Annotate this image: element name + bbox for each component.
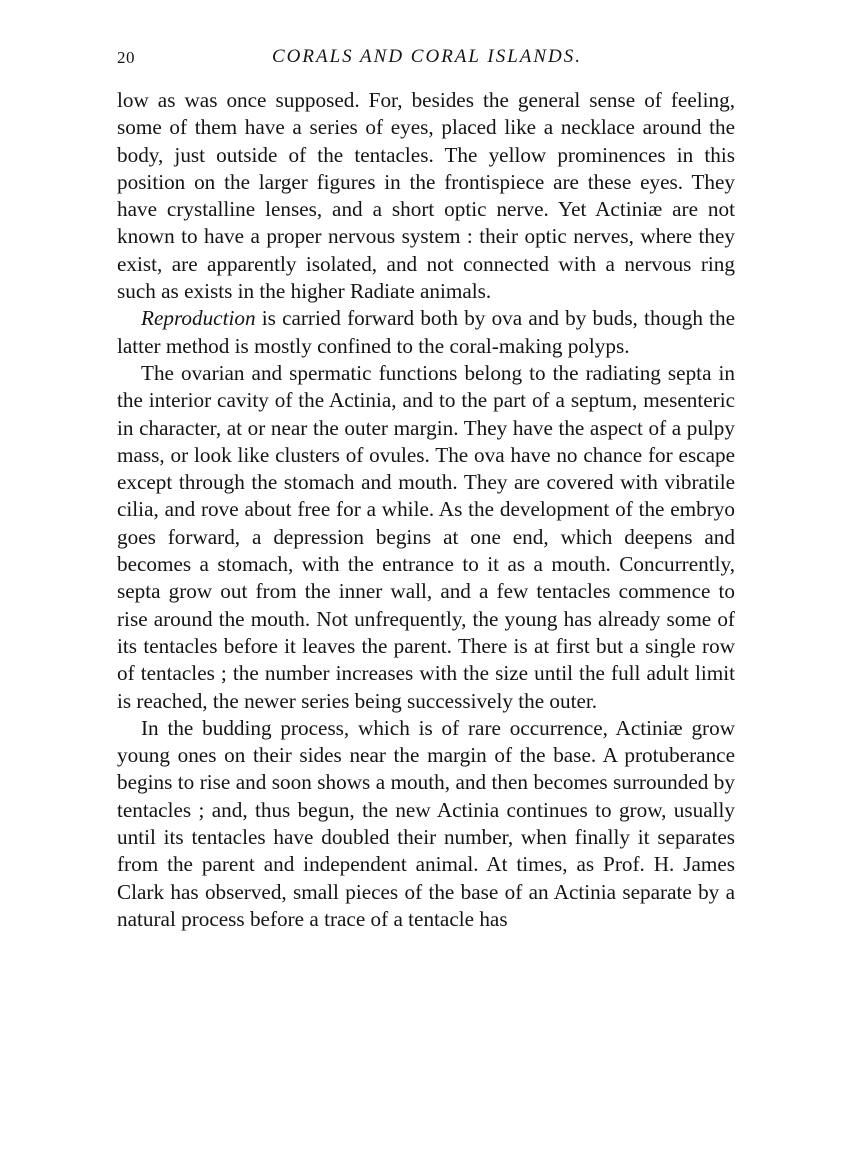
paragraph-text: low as was once supposed. For, besides the general sense of feeling, some of them have a series of eyes, placed like a necklace around the body, just outside of the tentacles. The yellow prominences in this position on the larger figures in the frontispiece are these eyes. They have crystalline lenses, and a short optic nerve. Yet Actiniæ are not known to have a proper nervous system : their optic nerves, where they exist, are apparently isolated, and not connected with a nervous ring such as exists in the higher Radiate animals. [117,88,735,304]
paragraph-budding-process [117,715,735,933]
page-number: 20 [117,48,135,67]
paragraph-text: In the budding process, which is of rare occurrence, Actiniæ grow young ones on their sides near the margin of the base. A protuberance begins to rise and soon shows a mouth, and then becomes surrounded by tentacles ; and, thus begun, the new Actinia continues to grow, usually until its tentacles have doubled their number, when finally it separates from the parent and independent animal. At times, as Prof. H. James Clark has observed, small pieces of the base of an Actinia separate by a natural process before a trace of a tentacle has [117,715,735,931]
paragraph-text: is carried forward both by ova and by buds, though the latter method is mostly confined to the coral-making polyps. [117,306,735,358]
paragraph-lead-italic: Reproduction [141,306,256,331]
paragraph-reproduction [117,305,735,360]
paragraph-eyes [117,87,735,305]
body-text [117,87,735,933]
running-head [117,44,737,74]
paragraph-text: The ovarian and spermatic functions belong to the radiating septa in the interior cavity of the Actinia, and to the part of a septum, mesenteric in character, at or near the outer margin. They have the aspect of a pulpy mass, or look like clusters of ovules. The ova have no chance for escape except through the stomach and mouth. They are covered with vibratile cilia, and rove about free for a while. As the development of the embryo goes forward, a depression begins at one end, which deepens and becomes a stomach, with the entrance to it as a mouth. Concurrently, septa grow out from the inner wall, and a few tentacles commence to rise around the mouth. Not unfrequently, the young has already some of its tentacles before it leaves the parent. There is at first but a single row of tentacles ; the number increases with the size until the full adult limit is reached, the newer series being successively the outer. [117,360,735,713]
paragraph-ovarian-functions [117,360,735,715]
running-title: CORALS AND CORAL ISLANDS. [271,46,583,67]
